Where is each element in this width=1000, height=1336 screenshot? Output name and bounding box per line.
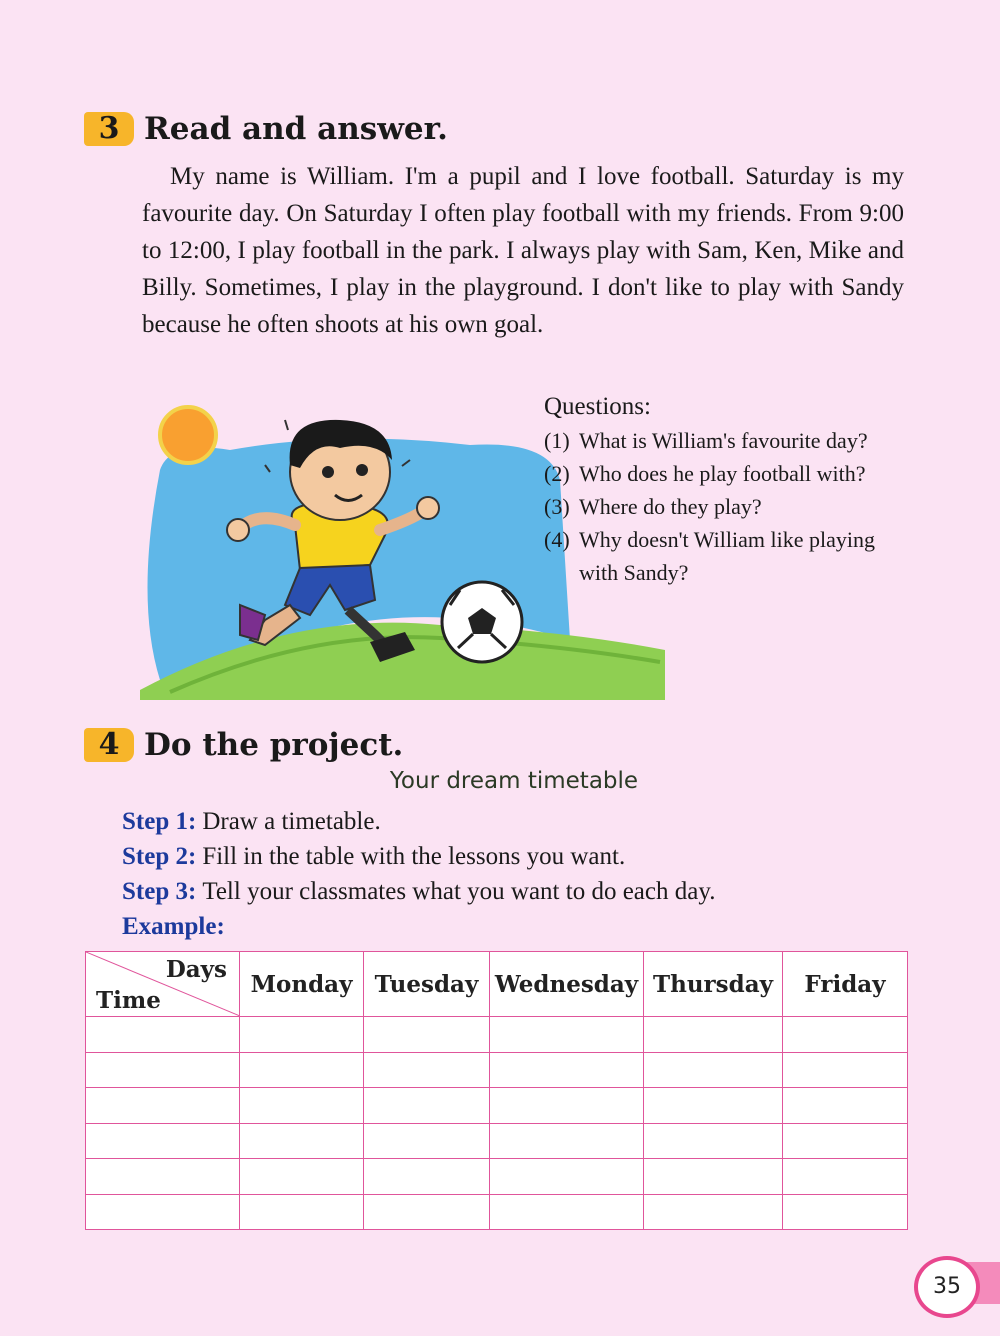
question-text: Why doesn't William like playing with Sandy? <box>579 527 875 585</box>
table-cell <box>364 1052 490 1088</box>
section-3-heading <box>84 111 448 147</box>
step-label: Step 3: <box>122 878 197 905</box>
question-number: (4) <box>544 527 570 552</box>
table-cell <box>240 1017 364 1053</box>
table-cell <box>644 1052 783 1088</box>
table-cell <box>240 1194 364 1230</box>
table-cell <box>86 1194 240 1230</box>
table-cell <box>644 1123 783 1159</box>
day-header-wednesday: Wednesday <box>490 952 644 1017</box>
timetable-corner-cell <box>86 952 240 1017</box>
table-row <box>86 1159 908 1195</box>
table-cell <box>490 1088 644 1124</box>
section-number-badge: 3 <box>84 112 134 146</box>
step-text: Draw a timetable. <box>202 808 381 835</box>
day-header-thursday: Thursday <box>644 952 783 1017</box>
table-cell <box>490 1159 644 1195</box>
table-cell <box>364 1017 490 1053</box>
question-text: What is William's favourite day? <box>579 428 868 453</box>
table-cell <box>490 1052 644 1088</box>
step-label: Step 2: <box>122 843 197 870</box>
project-steps <box>122 804 715 944</box>
question-number: (2) <box>544 461 570 486</box>
table-cell <box>490 1017 644 1053</box>
table-cell <box>490 1194 644 1230</box>
table-row <box>86 1194 908 1230</box>
timetable <box>85 951 908 1230</box>
project-subtitle: Your dream timetable <box>389 768 639 794</box>
step-3 <box>122 874 715 909</box>
section-4-heading <box>84 727 403 763</box>
table-cell <box>240 1088 364 1124</box>
question-text: Where do they play? <box>579 494 762 519</box>
day-header-tuesday: Tuesday <box>364 952 490 1017</box>
table-row <box>86 1017 908 1053</box>
table-cell <box>364 1088 490 1124</box>
table-cell <box>240 1123 364 1159</box>
table-cell <box>783 1088 908 1124</box>
table-cell <box>86 1052 240 1088</box>
step-2 <box>122 839 715 874</box>
question-text: Who does he play football with? <box>579 461 866 486</box>
step-label: Step 1: <box>122 808 197 835</box>
question-number: (1) <box>544 428 570 453</box>
day-header-monday: Monday <box>240 952 364 1017</box>
table-cell <box>783 1194 908 1230</box>
table-cell <box>364 1194 490 1230</box>
step-text: Fill in the table with the lessons you want. <box>202 843 626 870</box>
table-row <box>86 1123 908 1159</box>
timetable-header-row <box>86 952 908 1017</box>
days-header: Days <box>165 956 227 983</box>
table-cell <box>240 1159 364 1195</box>
table-cell <box>364 1159 490 1195</box>
table-cell <box>86 1123 240 1159</box>
table-cell <box>490 1123 644 1159</box>
reading-passage: My name is William. I'm a pupil and I love football. Saturday is my favourite day. On Saturday I often play football with my friends. From 9:00 to 12:00, I play football in the park. I always play with Sam, Ken, Mike and Billy. Sometimes, I play in the playground. I don't like to play with Sandy because he often shoots at his own goal. <box>142 163 904 338</box>
table-cell <box>644 1159 783 1195</box>
question-item <box>544 457 914 490</box>
questions-list <box>544 424 914 589</box>
day-header-friday: Friday <box>783 952 908 1017</box>
section-title: Read and answer. <box>144 111 448 147</box>
question-number: (3) <box>544 494 570 519</box>
section-number-badge: 4 <box>84 728 134 762</box>
question-item <box>544 523 914 589</box>
question-item <box>544 490 914 523</box>
table-cell <box>644 1088 783 1124</box>
table-cell <box>86 1017 240 1053</box>
table-cell <box>644 1194 783 1230</box>
questions-title: Questions: <box>544 393 651 420</box>
table-cell <box>783 1052 908 1088</box>
step-1 <box>122 804 715 839</box>
table-cell <box>86 1159 240 1195</box>
question-item <box>544 424 914 457</box>
table-row <box>86 1088 908 1124</box>
table-cell <box>783 1123 908 1159</box>
table-cell <box>783 1017 908 1053</box>
table-cell <box>240 1052 364 1088</box>
table-cell <box>783 1159 908 1195</box>
table-cell <box>86 1088 240 1124</box>
questions-block <box>544 390 914 589</box>
time-header: Time <box>96 987 161 1014</box>
table-cell <box>364 1123 490 1159</box>
page-number: 35 <box>914 1256 980 1318</box>
step-text: Tell your classmates what you want to do each day. <box>202 878 716 905</box>
table-cell <box>644 1017 783 1053</box>
table-row <box>86 1052 908 1088</box>
section-title: Do the project. <box>144 727 404 763</box>
example-label: Example: <box>122 913 225 940</box>
